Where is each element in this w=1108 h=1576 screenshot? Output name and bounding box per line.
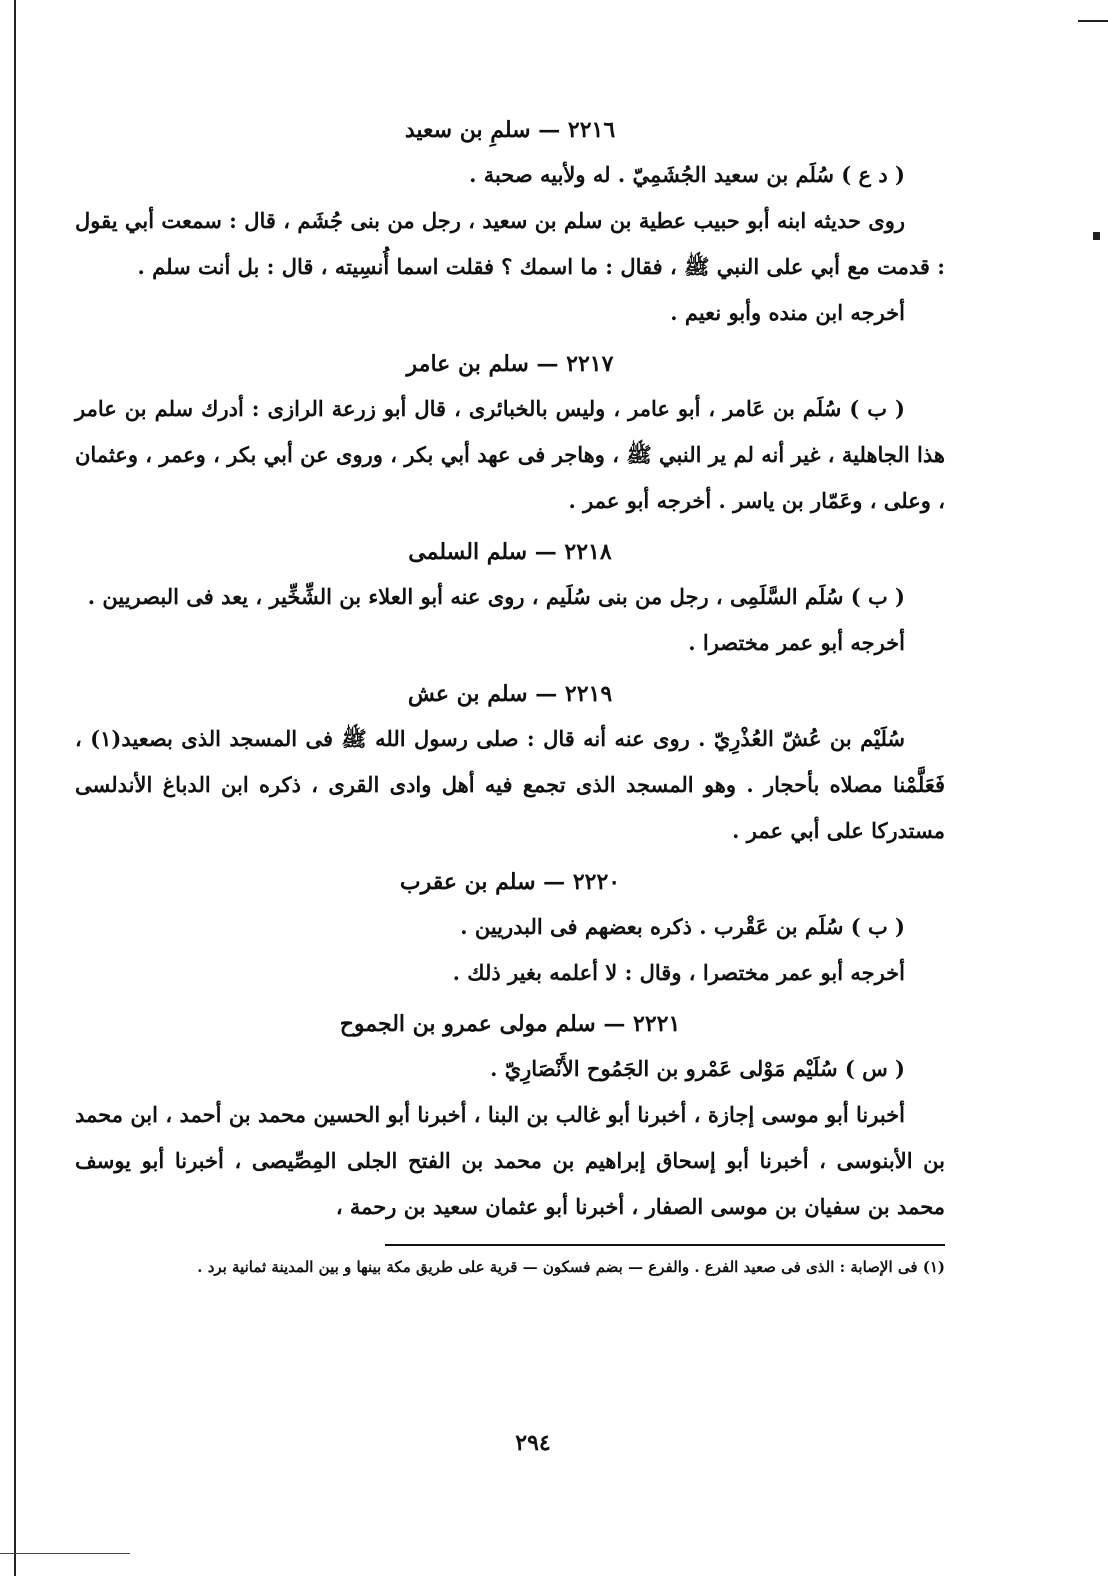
entry-paragraph: ( ب ) سُلَم السَّلَمِى ، رجل من بنى سُلَيم ، روى عنه أبو العلاء بن الشِّخِّير ، يعد فى البصريين .: [87, 584, 905, 609]
entry-heading: ٢٢١٨ — سلم السلمى: [408, 539, 612, 565]
entry-paragraph: أخبرنا أبو موسى إجازة ، أخبرنا أبو غالب بن البنا ، أخبرنا أبو الحسين محمد بن أحمد ، ابن محمد بن الأبنوسى ، أخبرنا أبو إسحاق إبراهيم بن محمد بن الفتح الجلى المِصِّيصى ، أخبرنا أبو يوسف محمد بن سفيان بن موسى الصفار ، أخبرنا أبو عثمان سعيد بن رحمة ،: [75, 1102, 945, 1219]
text-body: [75, 108, 945, 1280]
entry-paragraph: ( ب ) سُلَم بن عَقْرب . ذكره بعضهم فى البدريين .: [460, 914, 905, 939]
entry-2218: [75, 530, 945, 666]
entry-2220: [75, 860, 945, 996]
entry-heading: ٢٢١٦ — سلمِ بن سعيد: [404, 117, 616, 143]
entry-heading: ٢٢٢٠ — سلم بن عقرب: [399, 869, 621, 895]
entry-paragraph: أخرجه أبو عمر مختصرا .: [688, 630, 905, 655]
entry-paragraph: أخرجه ابن منده وأبو نعيم .: [670, 300, 905, 325]
scan-edge-bottom: [0, 1553, 130, 1554]
entry-paragraph: ( د ع ) سُلَم بن سعيد الجُشَمِيّ . له ولأبيه صحبة .: [469, 162, 905, 187]
entry-heading: ٢٢١٩ — سلم بن عش: [407, 681, 613, 707]
footnote: (١) فى الإصابة : الذى فى صعيد الفرع . والفرع — بضم فسكون — قرية على طريق مكة بينها و بين المدينة ثمانية برد .: [197, 1258, 945, 1276]
entry-heading: ٢٢٢١ — سلم مولى عمرو بن الجموح: [339, 1011, 681, 1037]
scan-edge-top: [1078, 20, 1108, 22]
entry-paragraph: سُلَيْم بن عُشّ العُذْرِيّ . روى عنه أنه قال : صلى رسول الله ﷺ فى المسجد الذى بصعيد(١) ، فَعَلَّمْنا مصلاه بأحجار . وهو المسجد الذى تجمع فيه أهل وادى القرى ، ذكره ابن الدباغ الأندلسى مستدركا على أبي عمر .: [75, 726, 945, 843]
page-number: ٢٩٤: [515, 1430, 551, 1456]
entry-2217: [75, 342, 945, 524]
scan-mark: [1093, 232, 1100, 240]
entry-paragraph: روى حديثه ابنه أبو حبيب عطية بن سلم بن سعيد ، رجل من بنى جُشَم ، قال : سمعت أبي يقول : قدمت مع أبي على النبي ﷺ ، فقال : ما اسمك ؟ فقلت اسما أُنسِيته ، قال : بل أنت سلم .: [75, 208, 945, 279]
scan-edge-left: [14, 0, 16, 1576]
entry-paragraph: أخرجه أبو عمر مختصرا ، وقال : لا أعلمه بغير ذلك .: [452, 960, 905, 985]
entry-2221: [75, 1002, 945, 1230]
footnote-rule: [385, 1244, 945, 1246]
entry-paragraph: ( ب ) سُلَم بن عَامر ، أبو عامر ، وليس بالخبائرى ، قال أبو زرعة الرازى : أدرك سلم بن عامر هذا الجاهلية ، غير أنه لم ير النبي ﷺ ، وهاجر فى عهد أبي بكر ، وروى عن أبي بكر ، وعمر ، وعثمان ، وعلى ، وعَمّار بن ياسر . أخرجه أبو عمر .: [75, 396, 945, 513]
entry-heading: ٢٢١٧ — سلم بن عامر: [406, 351, 614, 377]
entry-2216: [75, 108, 945, 336]
entry-paragraph: ( س ) سُلَيْم مَوْلى عَمْرو بن الجَمُوح الأَنْصَارِيّ .: [490, 1056, 905, 1081]
entry-2219: [75, 672, 945, 854]
